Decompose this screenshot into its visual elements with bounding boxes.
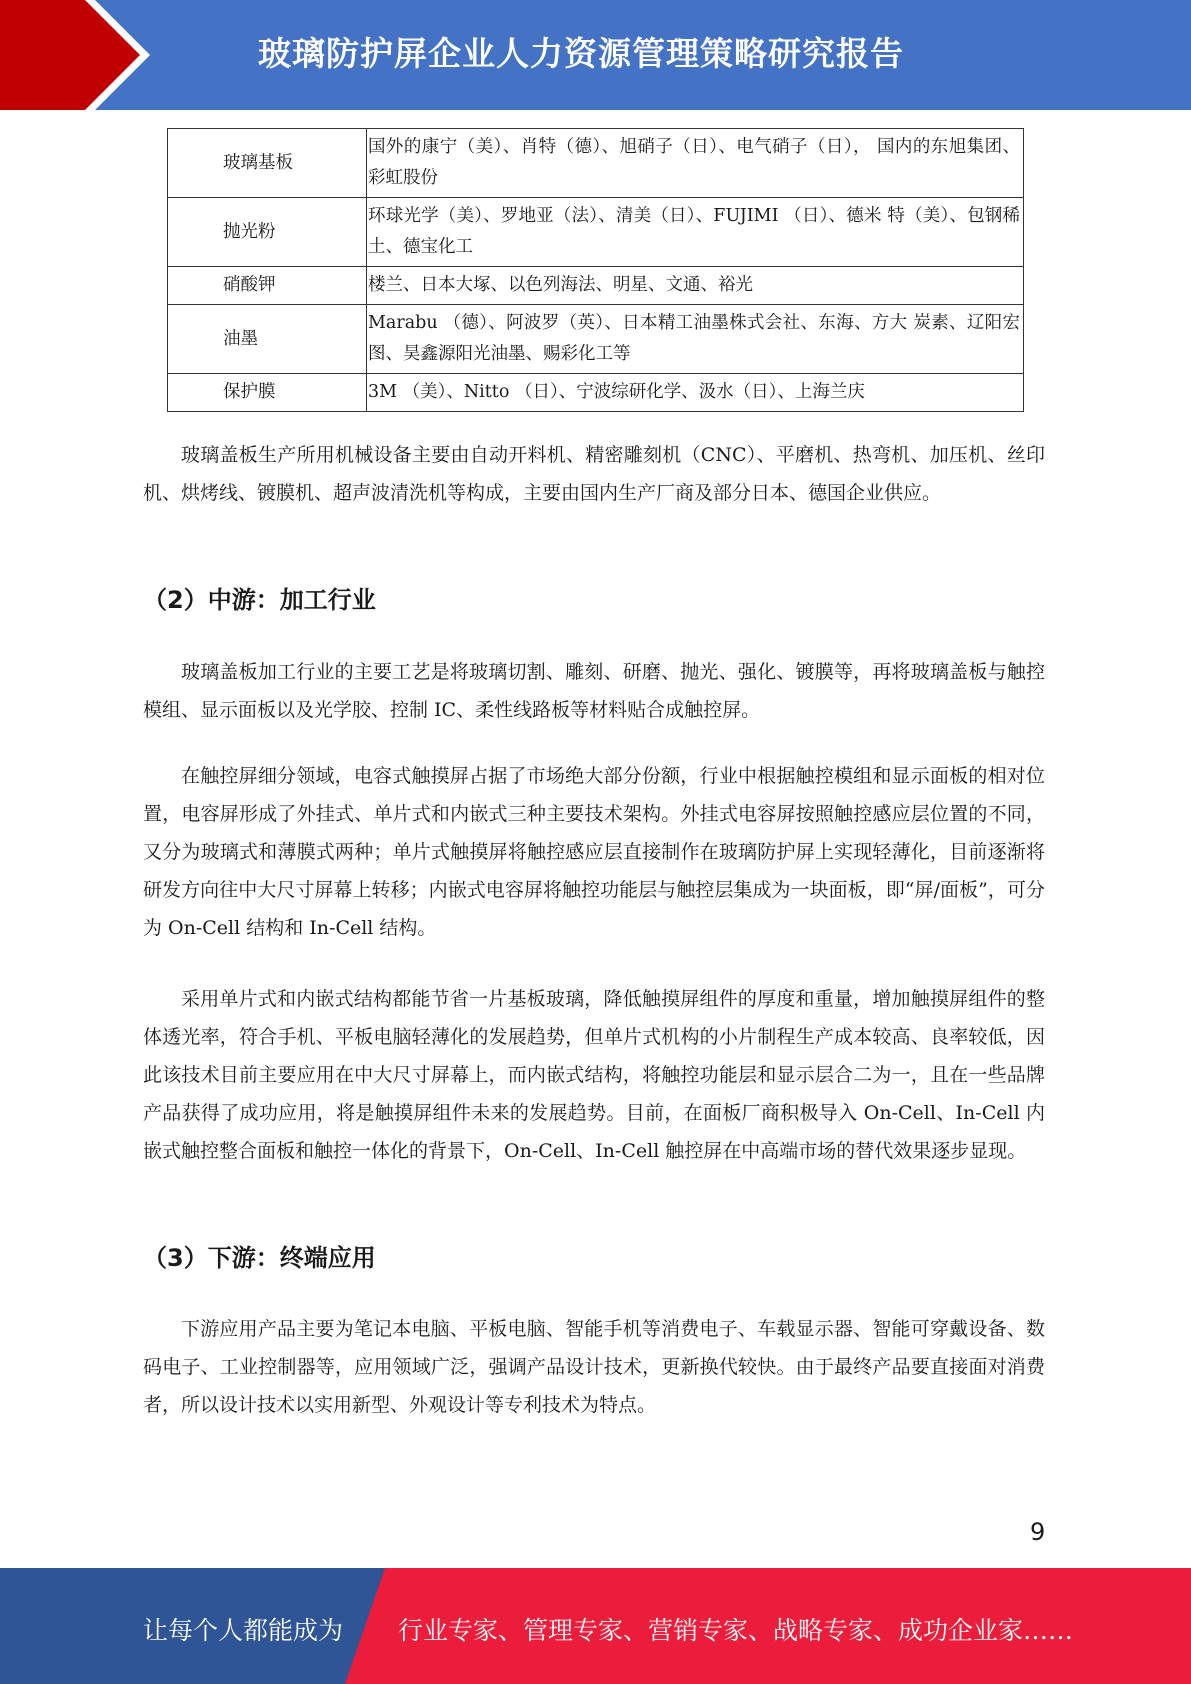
suppliers-cell: 3M （美）、Nitto （日）、宁波综研化学、汲水（日）、上海兰庆 bbox=[367, 374, 1024, 412]
page-number: 9 bbox=[1030, 1518, 1046, 1546]
section-heading-midstream: （2）中游：加工行业 bbox=[143, 586, 376, 614]
material-cell: 硝酸钾 bbox=[168, 267, 367, 305]
paragraph-downstream: 下游应用产品主要为笔记本电脑、平板电脑、智能手机等消费电子、车载显示器、智能可穿戴设备、数码电子、工业控制器等，应用领域广泛，强调产品设计技术，更新换代较快。由于最终产品要直接面对消费者，所以设计技术以实用新型、外观设计等专利技术为特点。 bbox=[143, 1318, 1045, 1416]
paragraph-trend: 采用单片式和内嵌式结构都能节省一片基板玻璃，降低触摸屏组件的厚度和重量，增加触摸屏组件的整体透光率，符合手机、平板电脑轻薄化的发展趋势，但单片式机构的小片制程生产成本较高、良率较低，因此该技术目前主要应用在中大尺寸屏幕上，而内嵌式结构，将触控功能层和显示层合二为一，且在一些品牌产品获得了成功应用，将是触摸屏组件未来的发展趋势。目前，在面板厂商积极导入 On-Cell、In-Cell 内嵌式触控整合面板和触控一体化的背景下，On-Cell、In-Cell 触控屏在中高端市场的替代效果逐步显现。 bbox=[143, 988, 1045, 1162]
paragraph-touch-screen: 在触控屏细分领域，电容式触摸屏占据了市场绝大部分份额，行业中根据触控模组和显示面板的相对位置，电容屏形成了外挂式、单片式和内嵌式三种主要技术架构。外挂式电容屏按照触控感应层位置的不同，又分为玻璃式和薄膜式两种；单片式触摸屏将触控感应层直接制作在玻璃防护屏上实现轻薄化，目前逐渐将研发方向往中大尺寸屏幕上转移；内嵌式电容屏将触控功能层与触控层集成为一块面板，即“屏/面板”，可分为 On-Cell 结构和 In-Cell 结构。 bbox=[143, 765, 1045, 939]
section-heading-downstream: （3）下游：终端应用 bbox=[143, 1244, 376, 1272]
table-row bbox=[168, 198, 1024, 267]
paragraph-process: 玻璃盖板加工行业的主要工艺是将玻璃切割、雕刻、研磨、抛光、强化、镀膜等，再将玻璃盖板与触控模组、显示面板以及光学胶、控制 IC、柔性线路板等材料贴合成触控屏。 bbox=[143, 661, 1045, 721]
table-row bbox=[168, 305, 1024, 374]
footer-slogan-left: 让每个人都能成为 bbox=[143, 1616, 344, 1645]
suppliers-cell: 环球光学（美）、罗地亚（法）、清美（日）、FUJIMI （日）、德米 特（美）、包钢稀土、德宝化工 bbox=[367, 198, 1024, 267]
paragraph-equipment: 玻璃盖板生产所用机械设备主要由自动开料机、精密雕刻机（CNC）、平磨机、热弯机、加压机、丝印机、烘烤线、镀膜机、超声波清洗机等构成，主要由国内生产厂商及部分日本、德国企业供应。 bbox=[143, 444, 1045, 504]
table-row bbox=[168, 129, 1024, 198]
material-cell: 保护膜 bbox=[168, 374, 367, 412]
suppliers-cell: 国外的康宁（美）、肖特（德）、旭硝子（日）、电气硝子（日）， 国内的东旭集团、彩虹股份 bbox=[367, 129, 1024, 198]
material-cell: 油墨 bbox=[168, 305, 367, 374]
report-title: 玻璃防护屏企业人力资源管理策略研究报告 bbox=[258, 34, 904, 73]
table-row bbox=[168, 374, 1024, 412]
supplier-table bbox=[167, 128, 1024, 412]
material-cell: 抛光粉 bbox=[168, 198, 367, 267]
suppliers-cell: Marabu （德）、阿波罗（英）、日本精工油墨株式会社、东海、方大 炭素、辽阳宏图、昊鑫源阳光油墨、赐彩化工等 bbox=[367, 305, 1024, 374]
material-cell: 玻璃基板 bbox=[168, 129, 367, 198]
footer-banner bbox=[0, 1568, 1191, 1684]
header-banner bbox=[0, 0, 1191, 110]
suppliers-cell: 楼兰、日本大塚、以色列海法、明星、文通、裕光 bbox=[367, 267, 1024, 305]
footer-slogan-right: 行业专家、管理专家、营销专家、战略专家、成功企业家…… bbox=[398, 1616, 1074, 1645]
table-row bbox=[168, 267, 1024, 305]
